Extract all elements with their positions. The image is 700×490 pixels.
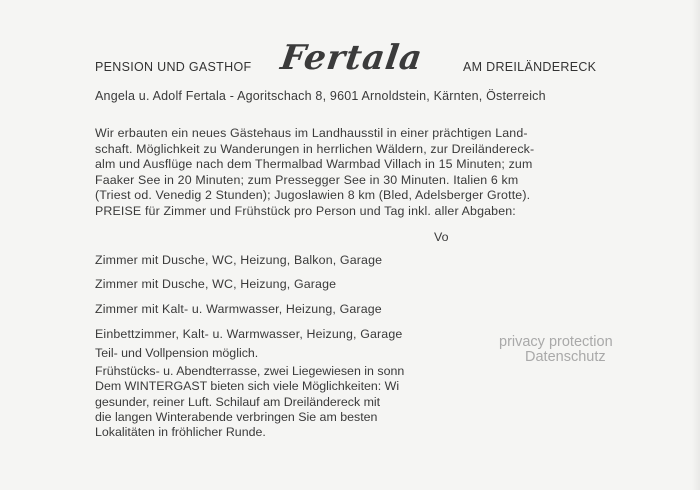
room-item: Zimmer mit Dusche, WC, Heizung, Balkon, Garage [95,253,383,267]
letterhead-right: AM DREILÄNDERECK [463,60,597,74]
fertala-logo: Fertala [278,38,426,78]
paragraph-line: Wir erbauten ein neues Gästehaus im Landhausstil in einer prächtigen Land- [95,126,528,140]
room-item: Einbettzimmer, Kalt- u. Warmwasser, Heizung, Garage [95,327,403,341]
watermark-line-1: privacy protection [499,334,613,350]
paragraph-line: (Triest od. Venedig 2 Stunden); Jugoslawien 8 km (Bled, Adelsberger Grotte). [95,188,531,203]
letterhead-left: PENSION UND GASTHOF [95,60,252,74]
bottom-line: die langen Winterabende verbringen Sie am besten [95,409,378,424]
watermark-line-2: Datenschutz [525,349,606,365]
bottom-line: Frühstücks- u. Abendterrasse, zwei Liegewiesen in sonn [95,364,405,378]
description-paragraph [95,126,615,204]
room-item: Zimmer mit Kalt- u. Warmwasser, Heizung, Garage [95,302,382,316]
address-line: Angela u. Adolf Fertala - Agoritschach 8, 9601 Arnoldstein, Kärnten, Österreich [95,89,546,103]
truncated-column-header: Vo [434,230,449,244]
card-edge [692,0,700,490]
bottom-paragraph [95,364,451,440]
bottom-line: gesunder, reiner Luft. Schilauf am Dreiländereck mit [95,394,381,409]
privacy-watermark [499,335,659,365]
paragraph-line: Faaker See in 20 Minuten; zum Pressegger See in 30 Minuten. Italien 6 km [95,172,519,187]
pension-note: Teil- und Vollpension möglich. [95,346,259,360]
bottom-line: Lokalitäten in fröhlicher Runde. [95,425,266,440]
room-item: Zimmer mit Dusche, WC, Heizung, Garage [95,277,337,291]
paragraph-line: schaft. Möglichkeit zu Wanderungen in herrlichen Wäldern, zur Dreiländereck- [95,141,535,156]
prices-heading: PREISE für Zimmer und Frühstück pro Person und Tag inkl. aller Abgaben: [95,204,516,218]
bottom-line: Dem WINTERGAST bieten sich viele Möglichkeiten: Wi [95,379,400,394]
letterhead [95,38,615,82]
paragraph-line: alm und Ausflüge nach dem Thermalbad Warmbad Villach in 15 Minuten; zum [95,157,533,172]
